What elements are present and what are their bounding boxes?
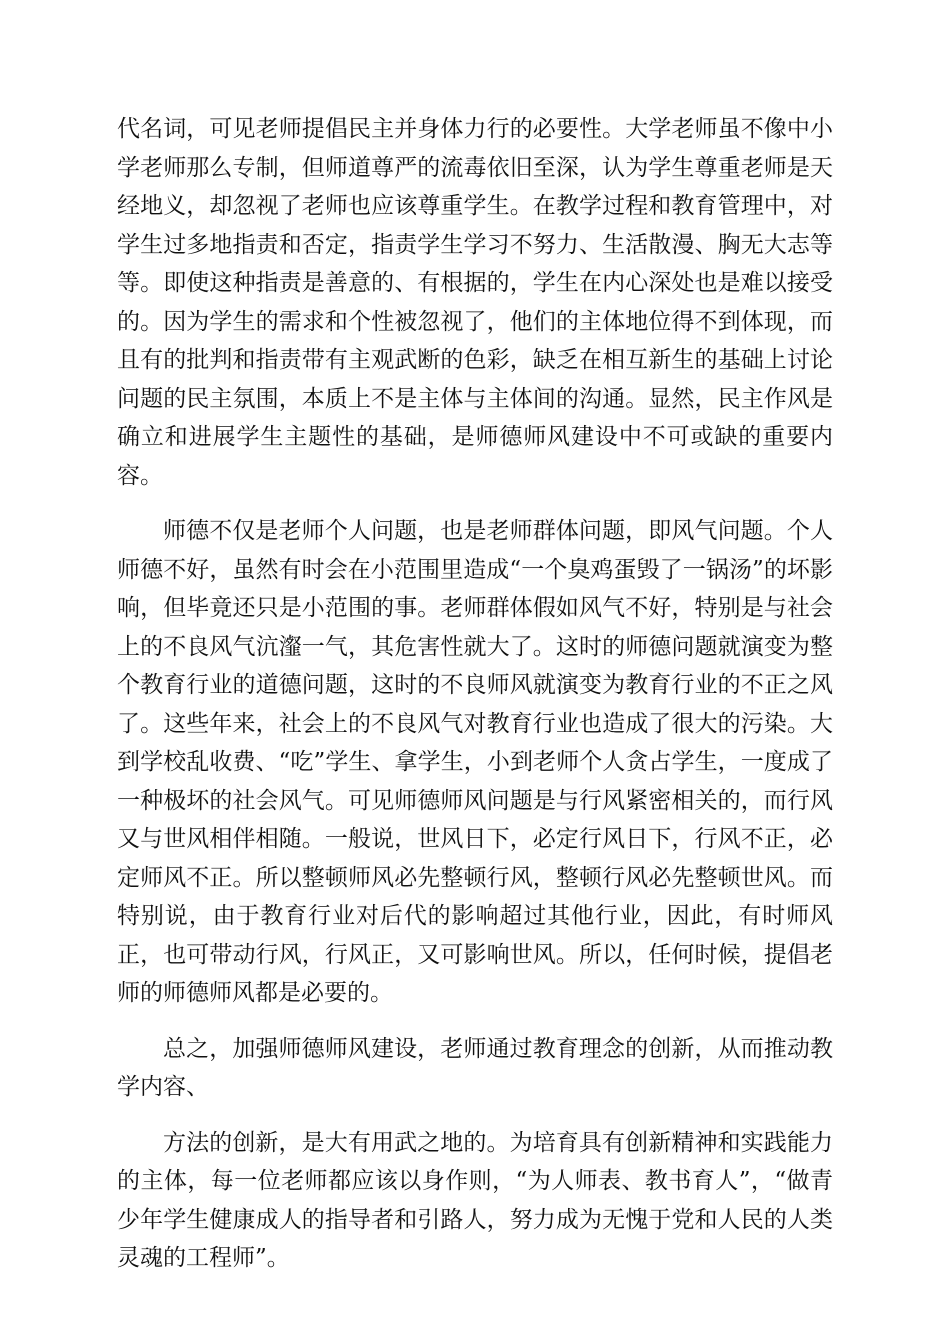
paragraph-2: 师德不仅是老师个人问题，也是老师群体问题，即风气问题。个人师德不好，虽然有时会在小范围里造成“一个臭鸡蛋毁了一锅汤”的坏影响，但毕竟还只是小范围的事。老师群体假如风气不好，特别是与社会上的不良风气沆瀣一气，其危害性就大了。这时的师德问题就演变为整个教育行业的道德问题，这时的不良师风就演变为教育行业的不正之风了。这些年来，社会上的不良风气对教育行业也造成了很大的污染。大到学校乱收费、“吃”学生、拿学生，小到老师个人贪占学生，一度成了一种极坏的社会风气。可见师德师风问题是与行风紧密相关的，而行风又与世风相伴相随。一般说，世风日下，必定行风日下，行风不正，必定师风不正。所以整顿师风必先整顿行风，整顿行风必先整顿世风。而特别说，由于教育行业对后代的影响超过其他行业，因此，有时师风正，也可带动行风，行风正，又可影响世风。所以，任何时候，提倡老师的师德师风都是必要的。: [117, 518, 833, 1006]
document-body: [117, 110, 833, 1295]
paragraph-1: 代名词，可见老师提倡民主并身体力行的必要性。大学老师虽不像中小学老师那么专制，但师道尊严的流毒依旧至深，认为学生尊重老师是天经地义，却忽视了老师也应该尊重学生。在教学过程和教育管理中，对学生过多地指责和否定，指责学生学习不努力、生活散漫、胸无大志等等。即使这种指责是善意的、有根据的，学生在内心深处也是难以接受的。因为学生的需求和个性被忽视了，他们的主体地位得不到体现，而且有的批判和指责带有主观武断的色彩，缺乏在相互新生的基础上讨论问题的民主氛围，本质上不是主体与主体间的沟通。显然，民主作风是确立和进展学生主题性的基础，是师德师风建设中不可或缺的重要内容。: [117, 116, 833, 489]
paragraph-4: 方法的创新，是大有用武之地的。为培育具有创新精神和实践能力的主体，每一位老师都应该以身作则，“为人师表、教书育人”，“做青少年学生健康成人的指导者和引路人，努力成为无愧于党和人民的人类灵魂的工程师”。: [117, 1129, 833, 1271]
paragraph-3: 总之，加强师德师风建设，老师通过教育理念的创新，从而推动教学内容、: [117, 1035, 833, 1100]
